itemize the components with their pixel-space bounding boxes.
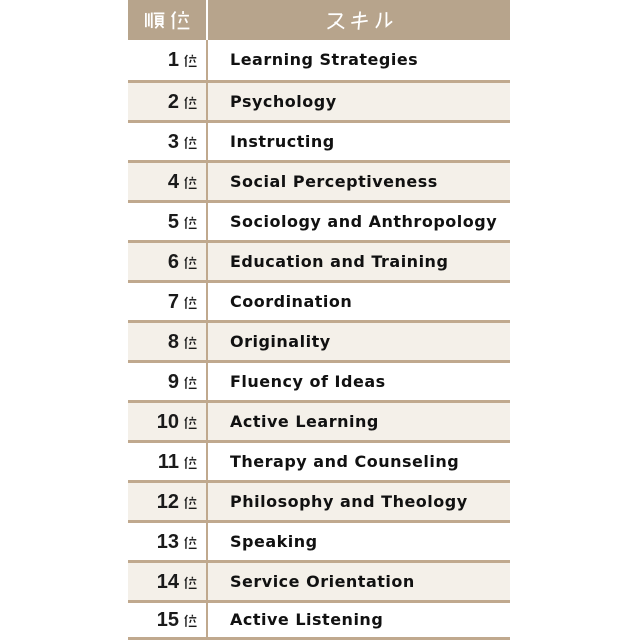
table-row	[128, 40, 510, 80]
rank-suffix-i-glyph	[183, 536, 197, 550]
rank-number: 5	[167, 210, 179, 233]
rank-cell	[128, 443, 208, 480]
skill-label: Fluency of Ideas	[230, 371, 386, 391]
table-row	[128, 440, 510, 480]
rank-cell	[128, 403, 208, 440]
rank-suffix-i-glyph	[183, 336, 197, 350]
skill-label: Originality	[230, 331, 331, 351]
skill-label: Education and Training	[230, 251, 449, 271]
skill-column-header	[208, 0, 510, 40]
skill-cell	[208, 443, 510, 480]
rank-suffix-i-glyph	[183, 614, 197, 628]
table-row	[128, 160, 510, 200]
skill-cell	[208, 40, 510, 80]
skill-cell	[208, 563, 510, 600]
katakana-su-glyph	[325, 10, 346, 31]
table-row	[128, 600, 510, 640]
katakana-ki-glyph	[349, 10, 370, 31]
rank-number: 11	[157, 450, 179, 473]
rank-cell	[128, 243, 208, 280]
rank-suffix-i-glyph	[183, 456, 197, 470]
skill-cell	[208, 243, 510, 280]
table-row	[128, 120, 510, 160]
rank-number: 3	[167, 130, 179, 153]
table-row	[128, 360, 510, 400]
skill-cell	[208, 203, 510, 240]
skill-cell	[208, 603, 510, 637]
rank-cell	[128, 363, 208, 400]
skill-label: Active Learning	[230, 411, 379, 431]
table-row	[128, 560, 510, 600]
skill-label: Learning Strategies	[230, 50, 419, 69]
rank-suffix-i-glyph	[183, 376, 197, 390]
rank-number: 2	[167, 90, 179, 113]
skill-cell	[208, 363, 510, 400]
rank-column-header	[128, 0, 206, 40]
kanji-i-glyph	[169, 10, 190, 31]
skill-label: Coordination	[230, 291, 353, 311]
rank-number: 10	[156, 410, 179, 433]
skill-label: Speaking	[230, 531, 318, 551]
rank-number: 1	[167, 49, 179, 71]
rank-suffix-i-glyph	[183, 576, 197, 590]
rank-cell	[128, 283, 208, 320]
skill-cell	[208, 483, 510, 520]
skill-label: Active Listening	[230, 610, 384, 629]
table-row	[128, 320, 510, 360]
rank-cell	[128, 163, 208, 200]
skill-cell	[208, 83, 510, 120]
skill-label: Therapy and Counseling	[230, 451, 460, 471]
rank-number: 14	[156, 570, 179, 593]
skill-cell	[208, 123, 510, 160]
skill-label: Philosophy and Theology	[230, 491, 468, 511]
rank-number: 9	[167, 370, 179, 393]
rank-number: 15	[156, 609, 179, 631]
rank-suffix-i-glyph	[183, 176, 197, 190]
rank-number: 7	[167, 290, 179, 313]
skill-cell	[208, 403, 510, 440]
kanji-jun-glyph	[144, 10, 165, 31]
rank-number: 4	[167, 170, 179, 193]
rank-cell	[128, 563, 208, 600]
rank-number: 12	[156, 490, 179, 513]
table-row	[128, 480, 510, 520]
rank-suffix-i-glyph	[183, 496, 197, 510]
rank-cell	[128, 523, 208, 560]
skill-label: Psychology	[230, 91, 337, 111]
rank-cell	[128, 603, 208, 637]
rank-suffix-i-glyph	[183, 54, 197, 68]
skill-cell	[208, 283, 510, 320]
table-header-row	[128, 0, 510, 40]
table-row	[128, 200, 510, 240]
skill-label: Sociology and Anthropology	[230, 211, 498, 231]
rank-suffix-i-glyph	[183, 256, 197, 270]
skill-label: Service Orientation	[230, 571, 415, 591]
rank-suffix-i-glyph	[183, 416, 197, 430]
rank-cell	[128, 323, 208, 360]
skill-cell	[208, 523, 510, 560]
rank-number: 13	[156, 530, 179, 553]
rank-suffix-i-glyph	[183, 296, 197, 310]
skill-cell	[208, 323, 510, 360]
katakana-ru-glyph	[373, 10, 394, 31]
rank-suffix-i-glyph	[183, 136, 197, 150]
skills-ranking-table	[128, 0, 510, 640]
rank-number: 6	[167, 250, 179, 273]
table-row	[128, 240, 510, 280]
table-row	[128, 80, 510, 120]
skill-cell	[208, 163, 510, 200]
table-row	[128, 520, 510, 560]
rank-number: 8	[167, 330, 179, 353]
rank-suffix-i-glyph	[183, 96, 197, 110]
rank-cell	[128, 203, 208, 240]
skill-label: Social Perceptiveness	[230, 171, 438, 191]
rank-cell	[128, 483, 208, 520]
rank-cell	[128, 123, 208, 160]
rank-suffix-i-glyph	[183, 216, 197, 230]
skill-label: Instructing	[230, 131, 335, 151]
table-row	[128, 280, 510, 320]
table-row	[128, 400, 510, 440]
rank-cell	[128, 40, 208, 80]
rank-cell	[128, 83, 208, 120]
